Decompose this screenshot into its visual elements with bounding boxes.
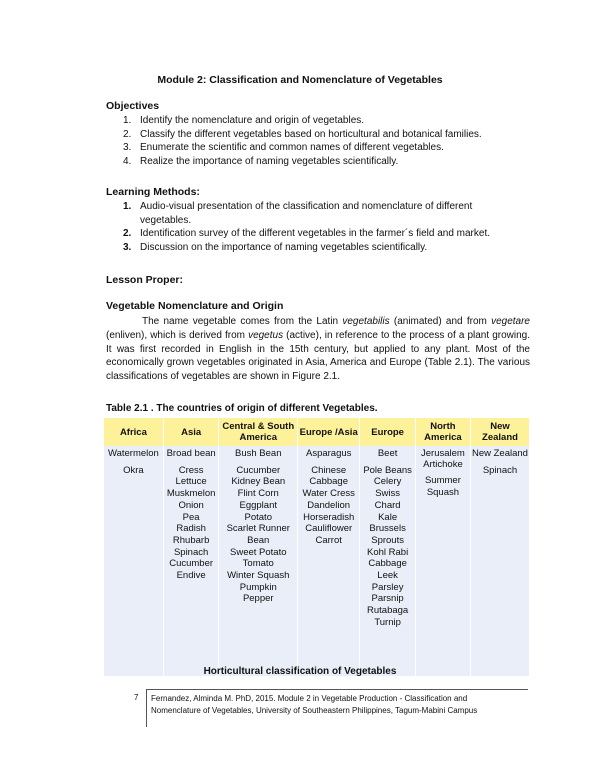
vegetable-name: Pepper	[242, 593, 274, 605]
vegetable-name: Potato	[244, 511, 272, 523]
vegetable-name: Asparagus	[305, 448, 352, 459]
vegetable-name: Muskmelon	[166, 488, 216, 500]
vegetable-name: Summer	[424, 475, 461, 486]
origin-table	[104, 418, 530, 676]
lesson-proper-heading: Lesson Proper:	[106, 274, 184, 286]
vegetable-name: Cabbage	[368, 558, 407, 570]
vegetable-name: Sweet Potato	[230, 546, 287, 558]
vegetable-name: Horseradish	[303, 511, 355, 523]
objective-item: 4. Realize the importance of naming vegetables scientifically.	[123, 155, 399, 167]
vegetable-name: Bean	[247, 534, 270, 546]
objective-item: 2. Classify the different vegetables based on horticultural and botanical families.	[123, 128, 482, 140]
vegetable-name: Watermelon	[107, 448, 159, 459]
vegetable-name: New Zealand	[471, 448, 528, 459]
vegetable-name: Pole Beans	[363, 464, 412, 476]
vegetable-name: Cauliflower	[305, 523, 353, 535]
vegetable-name: Bush Bean	[235, 448, 282, 459]
vegetable-name: Celery	[373, 476, 402, 488]
vegetable-name: Beet	[377, 448, 398, 459]
vegetable-name: Lettuce	[175, 476, 207, 488]
vegetable-name: Cabbage	[309, 476, 348, 488]
nomenclature-paragraph: The name vegetable comes from the Latin vegetabilis (animated) and from vegetare (enliven), which is derived from vegetus (active), in reference to the process of a plant growing. It was first recorded in English in the 15th century, but applied to any plant. Most of the economically grown vegetables originated in Asia, America and Europe (Table 2.1). The various classifications of vegetables are shown in Figure 2.1.	[106, 316, 531, 383]
vegetable-name: Parsnip	[371, 593, 404, 605]
vegetable-name: Broad bean	[166, 448, 216, 459]
objective-item: 1. Identify the nomenclature and origin of vegetables.	[123, 115, 365, 126]
vegetable-name: Cucumber	[236, 464, 281, 476]
vegetable-name: Carrot	[315, 534, 342, 546]
vegetable-name: Kohl Rabi	[367, 546, 409, 558]
vegetable-name: Brussels	[369, 523, 406, 535]
table-header-cell: North America	[415, 418, 470, 446]
vegetable-name: Sprouts	[371, 534, 404, 546]
table-cell	[415, 446, 470, 676]
table-cell	[470, 446, 529, 676]
footer-divider	[146, 689, 528, 690]
table-caption: Table 2.1 . The countries of origin of different Vegetables.	[106, 403, 378, 414]
footer-vertical-divider	[146, 689, 147, 727]
vegetable-name: Flint Corn	[237, 488, 279, 500]
vegetable-name: Onion	[178, 499, 204, 511]
vegetable-name: Spinach	[482, 464, 518, 476]
table-header-cell: Africa	[104, 418, 163, 446]
vegetable-name: Spinach	[173, 546, 209, 558]
vegetable-name: Jerusalem Artichoke	[421, 448, 465, 470]
vegetable-name: Tomato	[242, 558, 274, 570]
table-header-cell: Central & South America	[219, 418, 298, 446]
objectives-list	[123, 114, 523, 168]
vegetable-name: Okra	[123, 464, 144, 476]
table-cell	[360, 446, 416, 676]
vegetable-name: Leek	[377, 570, 398, 582]
table-header-row	[104, 418, 530, 446]
table-row	[104, 446, 530, 676]
learning-methods-heading: Learning Methods:	[106, 186, 200, 198]
vegetable-name: Eggplant	[239, 499, 278, 511]
vegetable-name: Chinese	[311, 464, 347, 476]
method-item: 3. Discussion on the importance of naming vegetables scientifically.	[123, 241, 428, 253]
module-title: Module 2: Classification and Nomenclature of Vegetables	[157, 74, 443, 86]
vegetable-name: Turnip	[374, 616, 401, 628]
vegetable-name: Endive	[176, 570, 206, 582]
page-number: 7	[134, 693, 139, 702]
vegetable-name: Swiss	[375, 488, 401, 500]
vegetable-name: Scarlet Runner	[226, 523, 290, 535]
method-item: 2. Identification survey of the different vegetables in the farmer´s field and market.	[123, 228, 490, 239]
footer-citation: Fernandez, Alminda M. PhD, 2015. Module 2 in Vegetable Production - Classification and Nomenclature of Vegetables, University of Southeastern Philippines, Tagum-Mabini Campus	[151, 694, 478, 715]
vegetable-name: Water Cress	[302, 488, 355, 500]
vegetable-name: Dandelion	[307, 499, 351, 511]
table-cell	[104, 446, 163, 676]
vegetable-name: Kale	[378, 511, 398, 523]
vegetable-name: Winter Squash	[227, 570, 290, 582]
table-cell	[219, 446, 298, 676]
objectives-heading: Objectives	[106, 100, 160, 112]
vegetable-name: Kidney Bean	[231, 476, 286, 488]
table-cell	[163, 446, 219, 676]
table-header-cell: New Zealand	[470, 418, 529, 446]
vegetable-name: Pumpkin	[239, 581, 277, 593]
vegetable-name: Rhubarb	[172, 534, 210, 546]
vegetable-name: Cucumber	[169, 558, 214, 570]
vegetable-name: Cress	[178, 464, 204, 476]
vegetable-name: Parsley	[371, 581, 404, 593]
vegetable-name: Radish	[176, 523, 206, 535]
table-header-cell: Europe	[360, 418, 416, 446]
vegetable-name: Chard	[374, 499, 401, 511]
table-cell	[298, 446, 360, 676]
section-heading: Vegetable Nomenclature and Origin	[106, 300, 284, 312]
vegetable-name: Pea	[182, 511, 200, 523]
learning-methods-list	[123, 200, 515, 254]
table-header-cell: Europe /Asia	[298, 418, 360, 446]
vegetable-name: Squash	[426, 486, 460, 498]
vegetable-name: Rutabaga	[367, 605, 409, 617]
table-header-cell: Asia	[163, 418, 219, 446]
objective-item: 3. Enumerate the scientific and common names of different vegetables.	[123, 142, 444, 153]
method-item: 1. Audio-visual presentation of the classification and nomenclature of different vegetables.	[123, 201, 473, 226]
horticultural-subheading: Horticultural classification of Vegetables	[203, 666, 397, 677]
